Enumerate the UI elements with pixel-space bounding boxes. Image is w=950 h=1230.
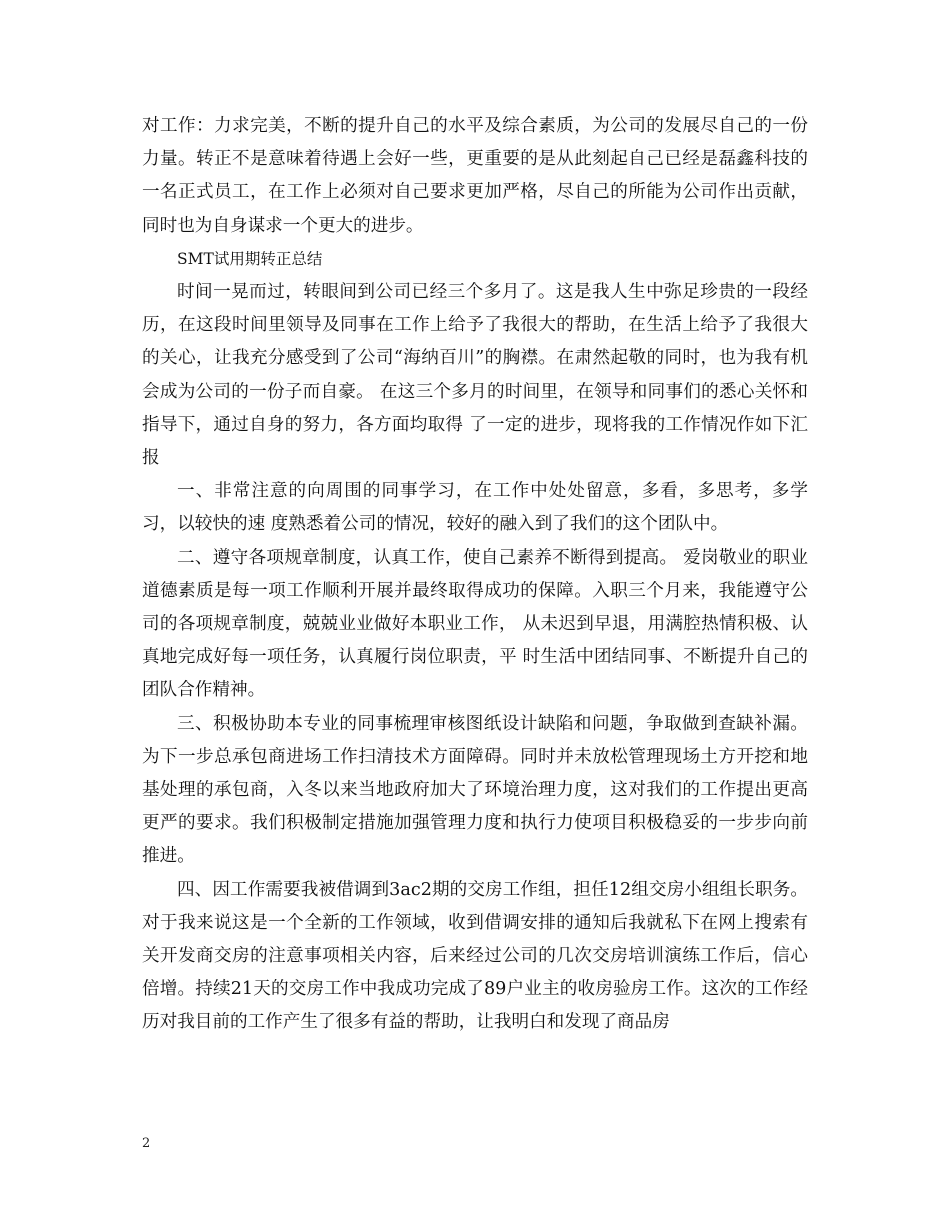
paragraph-intro: 时间一晃而过，转眼间到公司已经三个多月了。这是我人生中弥足珍贵的一段经历，在这段时间里领导及同事在工作上给予了我很大的帮助，在生活上给予了我很大的关心，让我充分感受到了公司“海纳百川”的胸襟。在肃然起敬的同时，也为我有机会成为公司的一份子而自豪。 在这三个多月的时间里，在领导和同事们的悉心关怀和指导下，通过自身的努力，各方面均取得 了一定的进步，现将我的工作情况作如下汇报 [142, 282, 808, 469]
paragraph-point-4: 四、因工作需要我被借调到3ac2期的交房工作组，担任12组交房小组组长职务。对于我来说这是一个全新的工作领域，收到借调安排的通知后我就私下在网上搜索有关开发商交房的注意事项相关内容，后来经过公司的几次交房培训演练工作后，信心倍增。持续21天的交房工作中我成功完成了89户业主的收房验房工作。这次的工作经历对我目前的工作产生了很多有益的帮助，让我明白和发现了商品房 [142, 879, 808, 1033]
paragraph-point-1: 一、非常注意的向周围的同事学习，在工作中处处留意，多看，多思考，多学习，以较快的速 度熟悉着公司的情况，较好的融入到了我们的这个团队中。 [142, 481, 808, 535]
paragraph-continuation: 对工作：力求完美，不断的提升自己的水平及综合素质，为公司的发展尽自己的一份力量。转正不是意味着待遇上会好一些，更重要的是从此刻起自己已经是磊鑫科技的一名正式员工，在工作上必须对自己要求更加严格，尽自己的所能为公司作出贡献，同时也为自身谋求一个更大的进步。 [142, 116, 808, 236]
paragraph-point-2: 二、遵守各项规章制度，认真工作，使自己素养不断得到提高。 爱岗敬业的职业道德素质是每一项工作顺利开展并最终取得成功的保障。入职三个月来，我能遵守公司的各项规章制度，兢兢业业做好本职业工作， 从未迟到早退，用满腔热情积极、认真地完成好每一项任务，认真履行岗位职责，平 时生活中团结同事、不断提升自己的团队合作精神。 [142, 547, 808, 701]
page-number: 2 [142, 1136, 151, 1151]
paragraph-point-3: 三、积极协助本专业的同事梳理审核图纸设计缺陷和问题，争取做到查缺补漏。为下一步总承包商进场工作扫清技术方面障碍。同时并未放松管理现场土方开挖和地基处理的承包商，入冬以来当地政府加大了环境治理力度，这对我们的工作提出更高更严的要求。我们积极制定措施加强管理力度和执行力使项目积极稳妥的一步步向前推进。 [142, 713, 808, 867]
section-heading: SMT试用期转正总结 [177, 249, 323, 268]
document-body [142, 110, 808, 1040]
